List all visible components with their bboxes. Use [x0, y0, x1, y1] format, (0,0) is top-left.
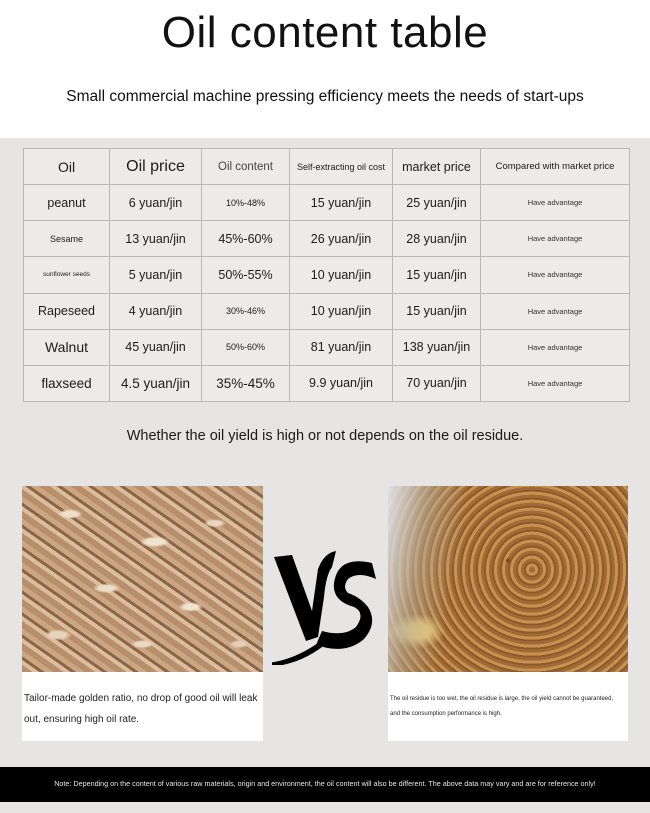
bad-residue-caption-line2: and the consumption performance is high.	[390, 711, 502, 717]
cell-content: 50%-55%	[202, 257, 290, 293]
cell-price: 45 yuan/jin	[110, 329, 202, 365]
cell-cost: 10 yuan/jin	[290, 257, 393, 293]
cell-content: 10%-48%	[202, 185, 290, 221]
table-row	[24, 293, 630, 329]
cell-oil: flaxseed	[24, 365, 110, 401]
cell-market: 15 yuan/jin	[393, 293, 481, 329]
cell-compare: Have advantage	[481, 185, 630, 221]
cell-cost: 81 yuan/jin	[290, 329, 393, 365]
cell-compare: Have advantage	[481, 221, 630, 257]
cell-content: 35%-45%	[202, 365, 290, 401]
cell-market: 70 yuan/jin	[393, 365, 481, 401]
good-residue-panel	[22, 486, 263, 741]
header-banner	[0, 0, 650, 138]
scalloped-divider	[0, 130, 650, 144]
footer-note-bar	[0, 767, 650, 802]
cell-cost: 15 yuan/jin	[290, 185, 393, 221]
column-header-compared: Compared with market price	[481, 149, 630, 185]
cell-cost: 9.9 yuan/jin	[290, 365, 393, 401]
cell-compare: Have advantage	[481, 293, 630, 329]
cell-content: 50%-60%	[202, 329, 290, 365]
table-row	[24, 221, 630, 257]
table-row	[24, 185, 630, 221]
cell-cost: 10 yuan/jin	[290, 293, 393, 329]
cell-oil: Walnut	[24, 329, 110, 365]
column-header-oil-content: Oil content	[202, 149, 290, 185]
table-header-row	[24, 149, 630, 185]
comparison-intro: Whether the oil yield is high or not depends on the oil residue.	[126, 428, 524, 444]
cell-market: 25 yuan/jin	[393, 185, 481, 221]
oil-content-table	[23, 148, 630, 402]
table-row	[24, 365, 630, 401]
cell-oil: sunflower seeds	[24, 257, 110, 293]
cell-content: 45%-60%	[202, 221, 290, 257]
cell-price: 13 yuan/jin	[110, 221, 202, 257]
cell-oil: Rapeseed	[24, 293, 110, 329]
cell-oil: peanut	[24, 185, 110, 221]
bad-residue-caption-line1: The oil residue is too wet, the oil residue is large, the oil yield cannot be guaranteed,	[390, 696, 614, 702]
wet-oil-residue-image	[388, 486, 628, 672]
good-residue-caption: Tailor-made golden ratio, no drop of good oil will leak out, ensuring high oil rate.	[24, 693, 258, 725]
cell-price: 5 yuan/jin	[110, 257, 202, 293]
cell-compare: Have advantage	[481, 257, 630, 293]
column-header-oil-price: Oil price	[110, 149, 202, 185]
column-header-oil: Oil	[24, 149, 110, 185]
bad-residue-panel	[388, 486, 628, 741]
cell-market: 15 yuan/jin	[393, 257, 481, 293]
bad-residue-caption	[390, 692, 628, 722]
page-subtitle: Small commercial machine pressing efficiency meets the needs of start-ups	[66, 88, 584, 105]
column-header-self-cost: Self-extracting oil cost	[290, 149, 393, 185]
bottom-strip	[0, 802, 650, 813]
cell-price: 6 yuan/jin	[110, 185, 202, 221]
cell-market: 138 yuan/jin	[393, 329, 481, 365]
table-row	[24, 329, 630, 365]
cell-cost: 26 yuan/jin	[290, 221, 393, 257]
cell-market: 28 yuan/jin	[393, 221, 481, 257]
cell-content: 30%-46%	[202, 293, 290, 329]
cell-oil: Sesame	[24, 221, 110, 257]
cell-compare: Have advantage	[481, 329, 630, 365]
column-header-market-price: market price	[393, 149, 481, 185]
cell-price: 4 yuan/jin	[110, 293, 202, 329]
cell-price: 4.5 yuan/jin	[110, 365, 202, 401]
dry-oil-residue-image	[22, 486, 263, 672]
page-title: Oil content table	[161, 8, 489, 57]
vs-mark	[272, 545, 380, 665]
footer-note: Note: Depending on the content of various raw materials, origin and environment, the oil content will also be different. The above data may vary and are for reference only!	[54, 779, 596, 788]
table-row	[24, 257, 630, 293]
cell-compare: Have advantage	[481, 365, 630, 401]
